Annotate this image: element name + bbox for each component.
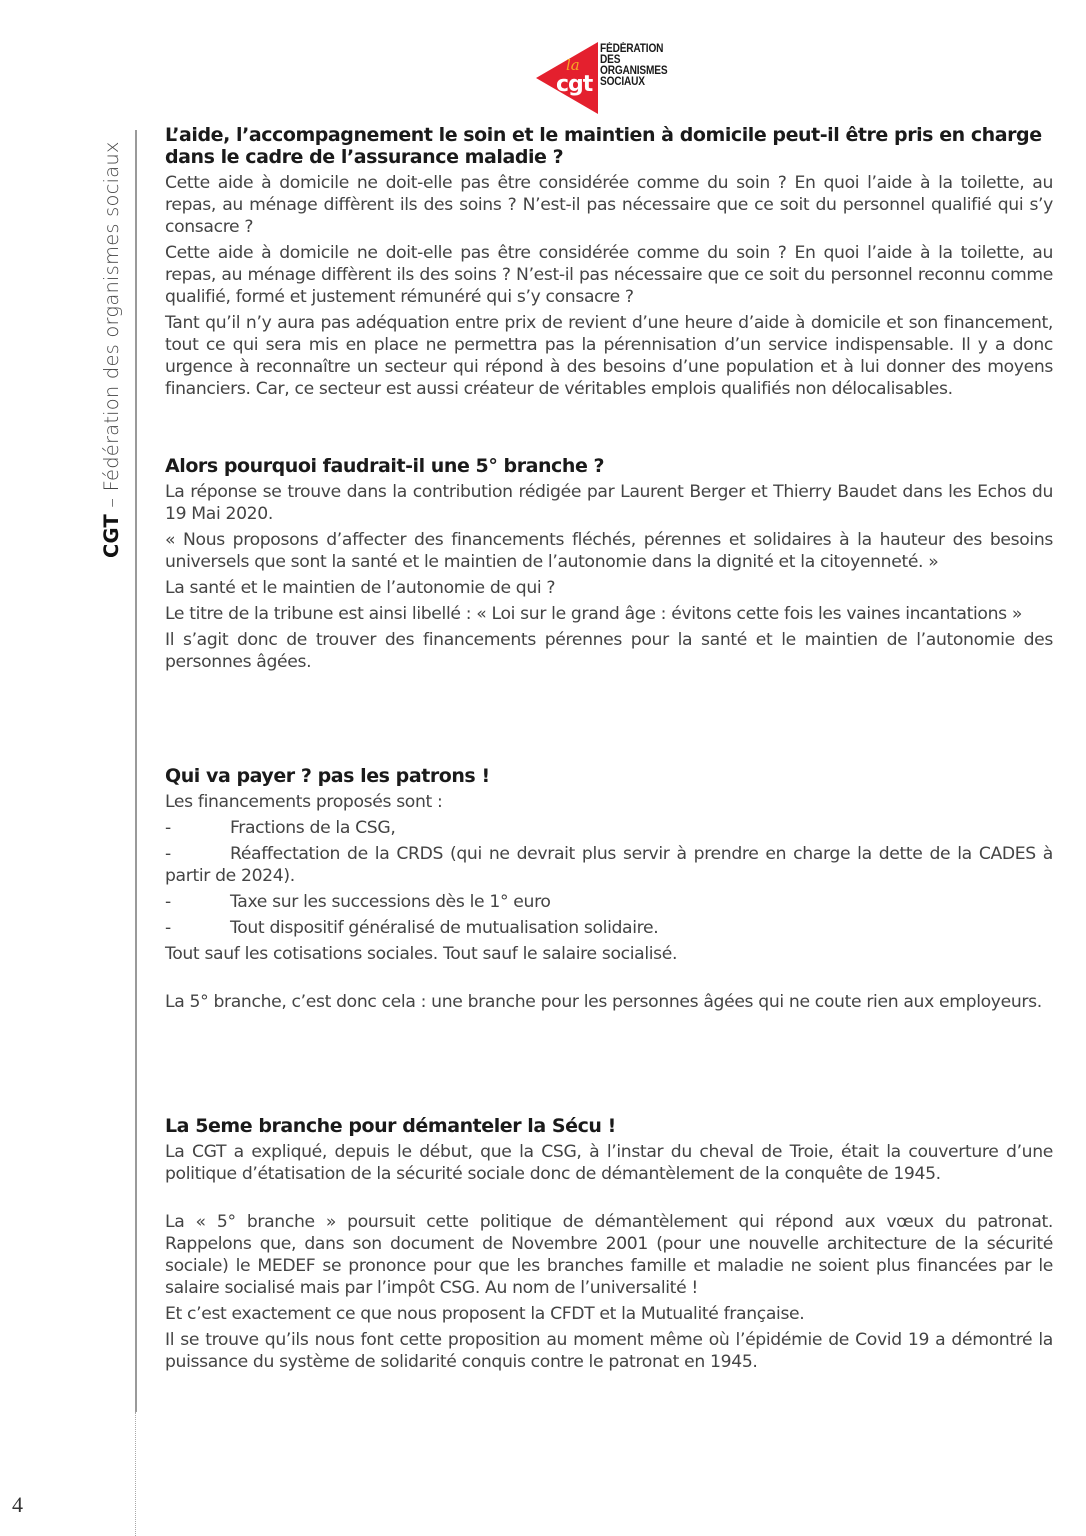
paragraph: Tout sauf les cotisations sociales. Tout sauf le salaire socialisé. (165, 944, 678, 964)
sidebar-label-separator: – (100, 491, 123, 515)
section-qui-va-payer (165, 765, 1053, 1017)
section-5e-branche (165, 455, 1053, 677)
list-dash: - (165, 918, 171, 938)
paragraph: Tant qu’il n’y aura pas adéquation entre prix de revient d’une heure d’aide à domicile et son financement, tout ce qui sera mis en place ne permettra pas la pérennisation d’un service indispensable. Il y a donc urgence à reconnaître un secteur qui répond à des besoins d’une population et à lui donner des moyens financiers. Car, ce secteur est aussi créateur de véritables emplois qualifiés non délocalisables. (165, 313, 1053, 399)
list-item (165, 891, 1053, 913)
paragraph: La CGT a expliqué, depuis le début, que la CSG, à l’instar du cheval de Troie, était la couverture d’une politique d’étatisation de la sécurité sociale donc de démantèlement de la conquête de 1945. (165, 1142, 1053, 1184)
quote-paragraph: « Nous proposons d’affecter des financements fléchés, pérennes et solidaires à la hauteur des besoins universels que sont la santé et le maintien de l’autonomie dans la dignité et la citoyenneté. » (165, 530, 1053, 572)
paragraph: La santé et le maintien de l’autonomie de qui ? (165, 578, 556, 598)
paragraph: Cette aide à domicile ne doit-elle pas être considérée comme du soin ? En quoi l’aide à la toilette, au repas, au ménage diffèrent ils des soins ? N’est-il pas nécessaire que ce soit du personnel qualifié qui s’y consacre ? (165, 173, 1053, 237)
list-item-text: Taxe sur les successions dès le 1° euro (230, 892, 551, 912)
list-dash: - (165, 818, 171, 838)
list-item (165, 843, 1053, 887)
paragraph: Il s’agit donc de trouver des financements pérennes pour la santé et le maintien de l’autonomie des personnes âgées. (165, 630, 1053, 672)
logo-federation-text (600, 44, 667, 88)
list-item-text: Réaffectation de la CRDS (qui ne devrait plus servir à prendre en charge la dette de la CADES à partir de 2024). (165, 844, 1053, 886)
paragraph: Il se trouve qu’ils nous font cette proposition au moment même où l’épidémie de Covid 19 a démontré la puissance du système de solidarité conquis contre le patronat en 1945. (165, 1330, 1053, 1372)
list-item-text: Fractions de la CSG, (230, 818, 396, 838)
logo-line: ORGANISMES (600, 65, 668, 77)
vertical-divider-dotted (135, 1412, 136, 1536)
list-item-text: Tout dispositif généralisé de mutualisation solidaire. (230, 918, 659, 938)
paragraph: Le titre de la tribune est ainsi libellé : « Loi sur le grand âge : évitons cette fois les vaines incantations » (165, 604, 1023, 624)
list-dash: - (165, 844, 171, 864)
vertical-divider (135, 130, 137, 1412)
list-dash: - (165, 892, 171, 912)
logo-line: DES (600, 54, 621, 66)
list-item (165, 817, 1053, 839)
list-item (165, 917, 1053, 939)
paragraph: Cette aide à domicile ne doit-elle pas être considérée comme du soin ? En quoi l’aide à la toilette, au repas, au ménage diffèrent ils des soins ? N’est-il pas nécessaire que ce soit du personnel reconnu comme qualifié, formé et justement rémunéré qui s’y consacre ? (165, 243, 1053, 307)
sidebar-label-federation: Fédération des organismes sociaux (100, 141, 123, 492)
logo-line: SOCIAUX (600, 76, 645, 88)
paragraph: La 5° branche, c’est donc cela : une branche pour les personnes âgées qui ne coute rien aux employeurs. (165, 992, 1042, 1012)
section-heading: Alors pourquoi faudrait-il une 5° branche ? (165, 455, 605, 477)
sidebar-vertical-label (100, 141, 123, 558)
page-number: 4 (12, 1492, 23, 1517)
cgt-triangle-logo-icon (536, 42, 600, 114)
paragraph: La « 5° branche » poursuit cette politique de démantèlement qui répond aux vœux du patronat. Rappelons que, dans son document de Novembre 2001 (pour une nouvelle architecture de la sécurité sociale) le MEDEF se prononce pour que les branches famille et maladie ne soient plus financées par le salaire socialisé mais par l’impôt CSG. Au nom de l’universalité ! (165, 1212, 1053, 1298)
list-intro: Les financements proposés sont : (165, 792, 443, 812)
cgt-federation-logo (536, 42, 676, 114)
section-heading: Qui va payer ? pas les patrons ! (165, 765, 490, 787)
svg-text:la: la (566, 56, 580, 74)
logo-line: FÉDÉRATION (600, 43, 664, 55)
section-heading: La 5eme branche pour démanteler la Sécu ! (165, 1115, 616, 1137)
paragraph: La réponse se trouve dans la contribution rédigée par Laurent Berger et Thierry Baudet dans les Echos du 19 Mai 2020. (165, 482, 1053, 524)
sidebar-label-cgt: CGT (100, 514, 123, 558)
section-demanteler-secu (165, 1115, 1053, 1377)
section-heading: L’aide, l’accompagnement le soin et le maintien à domicile peut-il être pris en charge dans le cadre de l’assurance maladie ? (165, 124, 1042, 168)
section-aide-domicile (165, 124, 1053, 404)
paragraph: Et c’est exactement ce que nous proposent la CFDT et la Mutualité française. (165, 1304, 805, 1324)
svg-text:cgt: cgt (556, 72, 593, 97)
